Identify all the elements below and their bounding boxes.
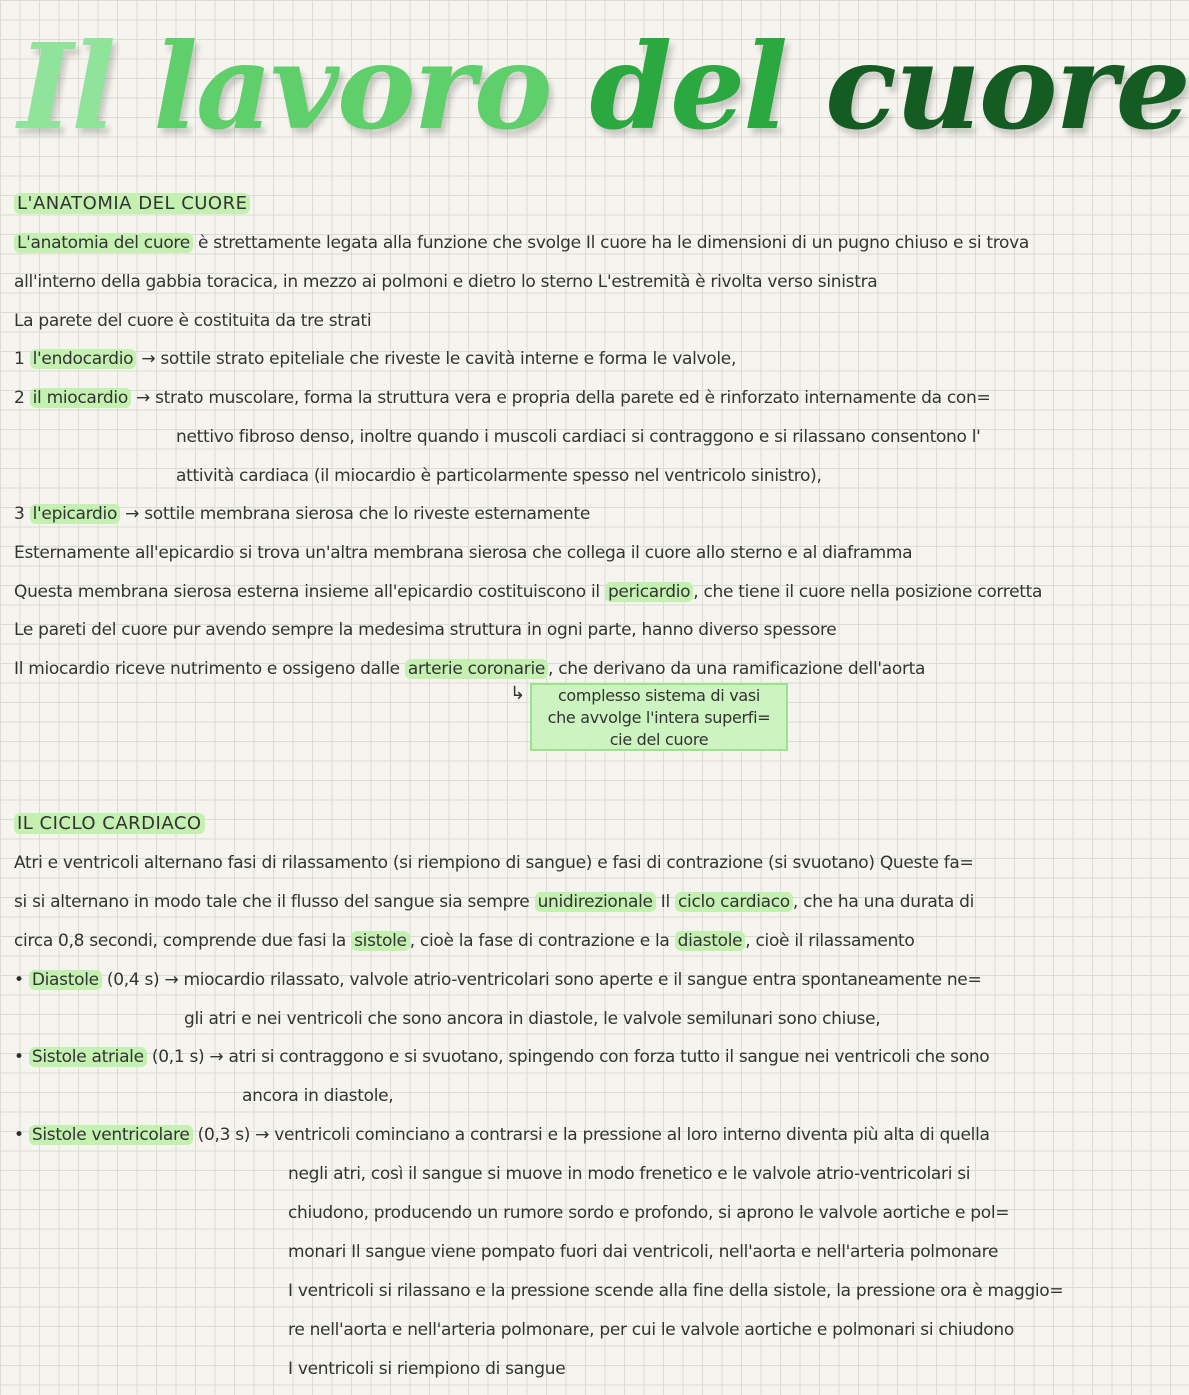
annotation-line: che avvolge l'intera superfi= bbox=[547, 708, 771, 727]
text-line: Atri e ventricoli alternano fasi di rilassamento (si riempiono di sangue) e fasi di contrazione (si svuotano) Queste fa= bbox=[14, 853, 974, 873]
text-line: Le pareti del cuore pur avendo sempre la medesima struttura in ogni parte, hanno diverso spessore bbox=[14, 620, 837, 640]
text-line: I ventricoli si riempiono di sangue bbox=[288, 1359, 566, 1379]
title-word: del bbox=[589, 17, 787, 156]
title-word: Il bbox=[18, 17, 115, 156]
text-line: negli atri, così il sangue si muove in modo frenetico e le valvole atrio-ventricolari si bbox=[288, 1164, 971, 1184]
section-heading-cycle: IL CICLO CARDIACO bbox=[14, 812, 1076, 836]
text-line: attività cardiaca (il miocardio è particolarmente spesso nel ventricolo sinistro), bbox=[176, 466, 822, 486]
text-line: gli atri e nei ventricoli che sono ancora in diastole, le valvole semilunari sono chiuse, bbox=[184, 1009, 881, 1029]
text-line: all'interno della gabbia toracica, in mezzo ai polmoni e dietro lo sterno L'estremità è rivolta verso sinistra bbox=[14, 272, 878, 292]
title-word: cuore bbox=[825, 17, 1189, 156]
text-line: La parete del cuore è costituita da tre strati bbox=[14, 311, 372, 331]
note-arrow-icon: ↳ bbox=[510, 683, 526, 704]
section-heading-anatomy: L'ANATOMIA DEL CUORE bbox=[14, 192, 1076, 216]
text-line: chiudono, producendo un rumore sordo e profondo, si aprono le valvole aortiche e pol= bbox=[288, 1203, 1010, 1223]
text-line: ancora in diastole, bbox=[242, 1086, 394, 1106]
bullet-item: • Sistole atriale (0,1 s) → atri si contraggono e si svuotano, spingendo con forza tutto il sangue nei ventricoli che sono bbox=[14, 1047, 990, 1067]
text-line: Esternamente all'epicardio si trova un'altra membrana sierosa che collega il cuore allo sterno e al diaframma bbox=[14, 543, 913, 563]
bullet-item: • Sistole ventricolare (0,3 s) → ventricoli cominciano a contrarsi e la pressione al loro interno diventa più alta di quella bbox=[14, 1125, 990, 1145]
list-item: 3 l'epicardio → sottile membrana sierosa che lo riveste esternamente bbox=[14, 504, 591, 524]
text-line: Il miocardio riceve nutrimento e ossigeno dalle arterie coronarie , che derivano da una ramificazione dell'aorta bbox=[14, 659, 926, 679]
text-line: re nell'aorta e nell'arteria polmonare, per cui le valvole aortiche e polmonari si chiudono bbox=[288, 1320, 1014, 1340]
text-line: monari Il sangue viene pompato fuori dai ventricoli, nell'aorta e nell'arteria polmonare bbox=[288, 1242, 999, 1262]
list-item: 2 il miocardio → strato muscolare, forma la struttura vera e propria della parete ed è rinforzato internamente da con= bbox=[14, 388, 991, 408]
text-line: Questa membrana sierosa esterna insieme all'epicardio costituiscono il pericardio , che tiene il cuore nella posizione corretta bbox=[14, 582, 1043, 602]
title-word: lavoro bbox=[153, 17, 551, 156]
text-line: I ventricoli si rilassano e la pressione scende alla fine della sistole, la pressione ora è maggio= bbox=[288, 1281, 1064, 1301]
page-title bbox=[18, 12, 1189, 172]
list-item: 1 l'endocardio → sottile strato epiteliale che riveste le cavità interne e forma le valvole, bbox=[14, 349, 737, 369]
text-line: L'anatomia del cuore è strettamente legata alla funzione che svolge Il cuore ha le dimensioni di un pugno chiuso e si trova bbox=[14, 231, 1076, 255]
bullet-item: • Diastole (0,4 s) → miocardio rilassato, valvole atrio-ventricolari sono aperte e il sangue entra spontaneamente ne= bbox=[14, 970, 982, 990]
annotation-line: cie del cuore bbox=[609, 730, 709, 749]
text-line: si si alternano in modo tale che il flusso del sangue sia sempre unidirezionale Il ciclo cardiaco , che ha una durata di bbox=[14, 892, 975, 912]
annotation-line: complesso sistema di vasi bbox=[557, 686, 761, 705]
text-line: nettivo fibroso denso, inoltre quando i muscoli cardiaci si contraggono e si rilassano consentono l' bbox=[176, 427, 981, 447]
text-line: circa 0,8 secondi, comprende due fasi la sistole , cioè la fase di contrazione e la diastole , cioè il rilassamento bbox=[14, 931, 915, 951]
annotation-box bbox=[530, 683, 788, 751]
